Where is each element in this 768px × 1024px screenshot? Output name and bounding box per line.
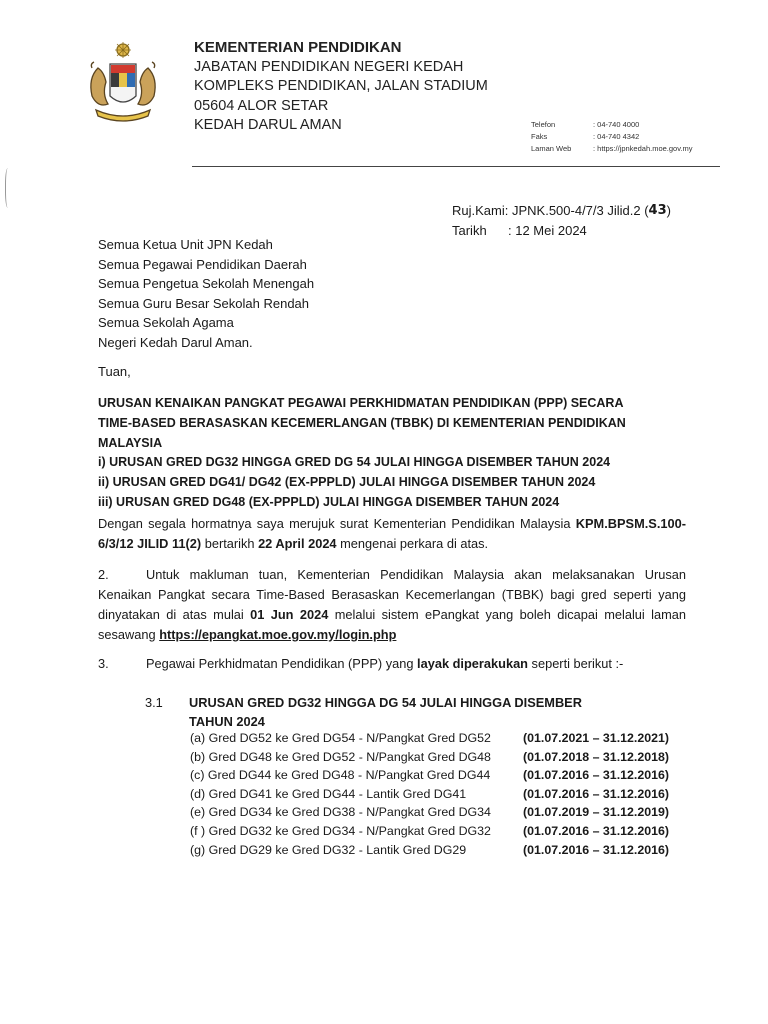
p3-number: 3. bbox=[98, 656, 109, 671]
list-item bbox=[190, 822, 669, 841]
header-divider bbox=[192, 166, 720, 167]
grade-label: (f ) Gred DG32 ke Gred DG34 - N/Pangkat Gred DG32 bbox=[190, 823, 491, 838]
department-name: JABATAN PENDIDIKAN NEGERI KEDAH bbox=[194, 58, 464, 75]
list-item bbox=[190, 841, 669, 860]
contact-row bbox=[531, 143, 693, 155]
ruj-value: : JPNK.500-4/7/3 Jilid.2 ( bbox=[504, 203, 649, 218]
p2-text: melalui sistem ePangkat yang boleh dicapai melalui laman sesawang bbox=[98, 607, 686, 642]
section-title: URUSAN GRED DG32 HINGGA DG 54 JULAI HINGGA DISEMBER TAHUN 2024 bbox=[189, 695, 582, 729]
subject-item: i) URUSAN GRED DG32 HINGGA GRED DG 54 JULAI HINGGA DISEMBER TAHUN 2024 bbox=[98, 455, 611, 470]
grade-period: (01.07.2018 – 31.12.2018) bbox=[523, 749, 670, 764]
paragraph-3 bbox=[98, 654, 698, 674]
p1-reference: KPM.BPSM.S.100-6/3/12 JILID 11(2) bbox=[98, 516, 686, 551]
list-item bbox=[190, 729, 669, 748]
p3-text: seperti berikut :- bbox=[528, 656, 624, 671]
recipient: Semua Sekolah Agama bbox=[98, 315, 234, 330]
p2-number: 2. bbox=[98, 567, 109, 582]
paragraph-1 bbox=[98, 514, 686, 554]
list-item bbox=[190, 785, 669, 804]
grade-label: (e) Gred DG34 ke Gred DG38 - N/Pangkat Gred DG34 bbox=[190, 805, 491, 820]
grade-period: (01.07.2021 – 31.12.2021) bbox=[523, 731, 670, 745]
grade-period: (01.07.2019 – 31.12.2019) bbox=[523, 805, 670, 820]
list-item bbox=[190, 748, 669, 767]
section-number: 3.1 bbox=[145, 695, 163, 710]
coat-of-arms-icon bbox=[80, 38, 166, 124]
contact-row bbox=[531, 119, 693, 131]
grade-period: (01.07.2016 – 31.12.2016) bbox=[523, 768, 670, 783]
date-row bbox=[452, 221, 671, 241]
address-line-2: 05604 ALOR SETAR bbox=[194, 97, 329, 114]
salutation: Tuan, bbox=[98, 364, 131, 379]
address-line-1: KOMPLEKS PENDIDIKAN, JALAN STADIUM bbox=[194, 78, 488, 94]
subject-line: MALAYSIA bbox=[98, 435, 163, 450]
grade-label: (b) Gred DG48 ke Gred DG52 - N/Pangkat Gred DG48 bbox=[190, 749, 491, 764]
grade-label: (c) Gred DG44 ke Gred DG48 - N/Pangkat Gred DG44 bbox=[190, 768, 491, 783]
ruj-handwritten-number: 43 bbox=[648, 203, 667, 218]
recipient: Semua Pegawai Pendidikan Daerah bbox=[98, 256, 307, 272]
contact-row bbox=[531, 131, 693, 143]
scan-margin-mark bbox=[5, 168, 12, 208]
recipient: Negeri Kedah Darul Aman. bbox=[98, 334, 253, 350]
subject-line: URUSAN KENAIKAN PANGKAT PEGAWAI PERKHIDMATAN PENDIDIKAN (PPP) SECARA bbox=[98, 396, 624, 410]
contact-label: Telefon bbox=[531, 120, 556, 129]
address-line-3: KEDAH DARUL AMAN bbox=[194, 117, 342, 133]
ruj-label: Ruj.Kami bbox=[452, 203, 505, 218]
contact-block bbox=[531, 119, 693, 155]
tarikh-value: : 12 Mei 2024 bbox=[508, 223, 587, 238]
letterhead-address bbox=[194, 38, 488, 136]
contact-label: Faks bbox=[531, 132, 548, 141]
grade-label: (g) Gred DG29 ke Gred DG32 - Lantik Gred DG29 bbox=[190, 842, 467, 857]
contact-label: Laman Web bbox=[531, 144, 572, 153]
subject-item: iii) URUSAN GRED DG48 (EX-PPPLD) JULAI HINGGA DISEMBER TAHUN 2024 bbox=[98, 494, 560, 509]
ministry-name: KEMENTERIAN PENDIDIKAN bbox=[194, 39, 402, 56]
p1-text: bertarikh bbox=[201, 536, 259, 551]
epangkat-link[interactable]: https://epangkat.moe.gov.my/login.php bbox=[159, 627, 397, 642]
grade-period: (01.07.2016 – 31.12.2016) bbox=[523, 842, 670, 857]
contact-value: : 04-740 4000 bbox=[593, 120, 640, 129]
p1-text: mengenai perkara di atas. bbox=[336, 536, 489, 551]
grade-label: (a) Gred DG52 ke Gred DG54 - N/Pangkat Gred DG52 bbox=[190, 731, 491, 745]
p1-text: Dengan segala hormatnya saya merujuk surat Kementerian Pendidikan Malaysia bbox=[98, 516, 576, 531]
recipient: Semua Ketua Unit JPN Kedah bbox=[98, 237, 273, 252]
p3-text: Pegawai Perkhidmatan Pendidikan (PPP) yang bbox=[146, 656, 418, 671]
p2-text: Untuk makluman tuan, Kementerian Pendidikan Malaysia akan melaksanakan Urusan Kenaikan Pangkat secara Time-Based Berasaskan Kecemerlangan (TBBK) bagi gred seperti yang dinyatakan di atas mulai bbox=[98, 567, 686, 622]
grade-label: (d) Gred DG41 ke Gred DG44 - Lantik Gred DG41 bbox=[190, 786, 467, 801]
recipient: Semua Guru Besar Sekolah Rendah bbox=[98, 295, 310, 311]
p2-date: 01 Jun 2024 bbox=[250, 607, 329, 622]
grade-list bbox=[190, 729, 669, 859]
subject-line: TIME-BASED BERASASKAN KECEMERLANGAN (TBBK) DI KEMENTERIAN PENDIDIKAN bbox=[98, 415, 626, 430]
list-item bbox=[190, 803, 669, 822]
p3-bold: layak diperakukan bbox=[417, 656, 528, 671]
recipients-list bbox=[98, 235, 314, 352]
tarikh-label: Tarikh bbox=[452, 223, 487, 238]
reference-block bbox=[452, 201, 671, 241]
ruj-close: ) bbox=[666, 203, 671, 218]
subject-item: ii) URUSAN GRED DG41/ DG42 (EX-PPPLD) JULAI HINGGA DISEMBER TAHUN 2024 bbox=[98, 475, 596, 490]
reference-row bbox=[452, 201, 671, 221]
recipient: Semua Pengetua Sekolah Menengah bbox=[98, 276, 315, 291]
p1-date: 22 April 2024 bbox=[258, 536, 337, 551]
grade-period: (01.07.2016 – 31.12.2016) bbox=[523, 786, 670, 801]
section-heading bbox=[145, 694, 629, 731]
section-3-1 bbox=[145, 694, 629, 731]
paragraph-2 bbox=[98, 565, 686, 645]
grade-period: (01.07.2016 – 31.12.2016) bbox=[523, 823, 670, 838]
contact-value: : 04-740 4342 bbox=[593, 132, 640, 141]
contact-value: : https://jpnkedah.moe.gov.my bbox=[593, 144, 693, 153]
subject-block bbox=[98, 394, 698, 513]
list-item bbox=[190, 766, 669, 785]
